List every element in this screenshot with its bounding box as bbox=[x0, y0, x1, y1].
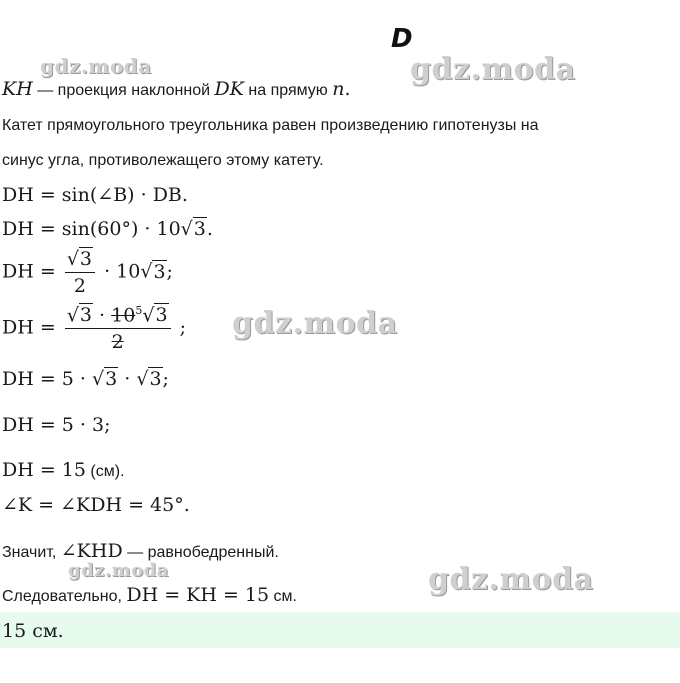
watermark: gdz.moda bbox=[410, 52, 576, 87]
formula-dh-sin-b: DH = sin(∠B) · DB. bbox=[2, 184, 188, 206]
watermark: gdz.moda bbox=[232, 306, 398, 341]
watermark: gdz.moda bbox=[40, 54, 152, 78]
formula-dh-product: DH = 5 · √3 · √3; bbox=[2, 368, 169, 390]
conclusion-kh: Следовательно, DH = KH = 15 см. bbox=[2, 584, 297, 606]
watermark: gdz.moda bbox=[428, 562, 594, 597]
theorem-text-1: Катет прямоугольного треугольника равен произведению гипотенузы на bbox=[2, 117, 539, 134]
formula-dh-fraction: DH = $\frac{√3}{2}$ · 10√3; bbox=[2, 248, 173, 297]
fraction: $\frac{√3}{2}$ bbox=[65, 248, 95, 297]
answer-box bbox=[0, 612, 680, 648]
conclusion-isosceles: Значит, ∠KHD — равнобедренный. bbox=[2, 540, 279, 562]
theorem-text-2: синус угла, противолежащего этому катету. bbox=[2, 152, 324, 169]
formula-dh-sin-60: DH = sin(60°) · 10√3. bbox=[2, 218, 213, 240]
point-d-label: D bbox=[391, 24, 413, 54]
formula-dh-cancel: DH = $\frac{√3 \cdot 10^5√3}{2}$ ; bbox=[2, 304, 186, 354]
answer-text: 15 см. bbox=[2, 620, 64, 642]
line-projection: KH — проекция наклонной DK на прямую n. bbox=[2, 78, 351, 100]
formula-dh-15: DH = 15 (см). bbox=[2, 459, 125, 481]
formula-angle-k: ∠K = ∠KDH = 45°. bbox=[2, 494, 190, 516]
formula-dh-5x3: DH = 5 · 3; bbox=[2, 414, 111, 436]
fraction: $\frac{√3 \cdot 10^5√3}{2}$ bbox=[65, 304, 171, 353]
watermark: gdz.moda bbox=[68, 560, 169, 581]
